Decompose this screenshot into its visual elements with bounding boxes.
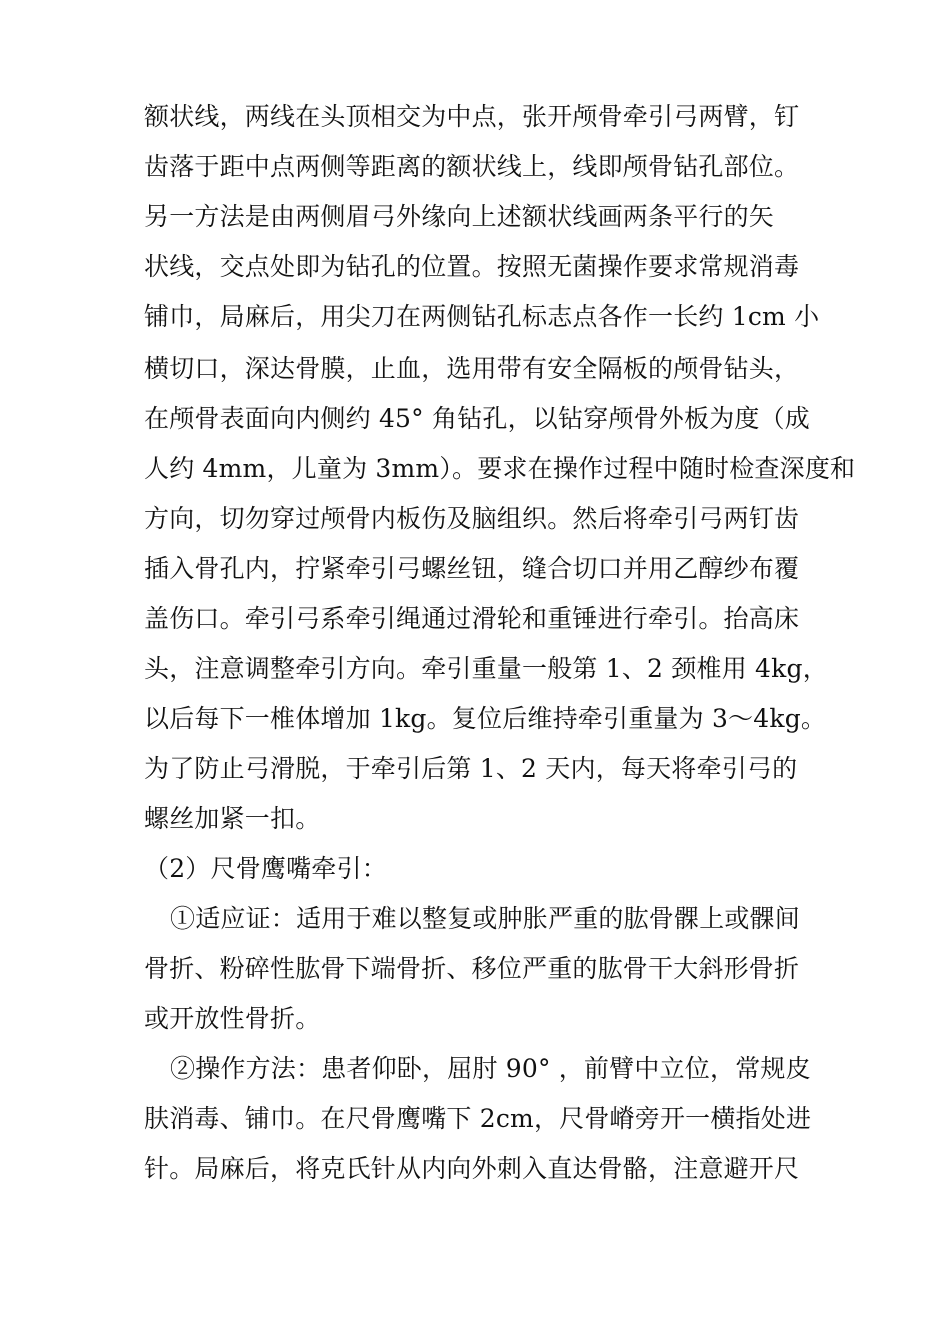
text-line: 齿落于距中点两侧等距离的额状线上，线即颅骨钻孔部位。 (144, 152, 800, 181)
text-line: 针。局麻后，将克氏针从内向外刺入直达骨骼，注意避开尺 (144, 1154, 800, 1183)
text-line: 状线，交点处即为钻孔的位置。按照无菌操作要求常规消毒 (144, 252, 800, 281)
text-line: ①适应证：适用于难以整复或肿胀严重的肱骨髁上或髁间 (170, 904, 801, 933)
text-line: 额状线，两线在头顶相交为中点，张开颅骨牵引弓两臂，钉 (144, 102, 800, 131)
text-line: 螺丝加紧一扣。 (144, 804, 321, 833)
text-line: 以后每下一椎体增加 1kg。复位后维持牵引重量为 3～4kg。 (144, 704, 827, 733)
text-line: 人约 4mm，儿童为 3mm）。要求在操作过程中随时检查深度和 (144, 454, 856, 483)
text-line: 在颅骨表面向内侧约 45° 角钻孔，以钻穿颅骨外板为度（成 (144, 404, 811, 433)
text-line: 骨折、粉碎性肱骨下端骨折、移位严重的肱骨干大斜形骨折 (144, 954, 800, 983)
text-line: 为了防止弓滑脱，于牵引后第 1、2 天内，每天将牵引弓的 (144, 754, 798, 783)
text-line: 方向，切勿穿过颅骨内板伤及脑组织。然后将牵引弓两钉齿 (144, 504, 800, 533)
text-line: 另一方法是由两侧眉弓外缘向上述额状线画两条平行的矢 (144, 202, 775, 231)
text-line: 头，注意调整牵引方向。牵引重量一般第 1、2 颈椎用 4kg， (144, 654, 828, 683)
text-line: 铺巾，局麻后，用尖刀在两侧钻孔标志点各作一长约 1cm 小 (144, 302, 820, 331)
text-line: 插入骨孔内，拧紧牵引弓螺丝钮，缝合切口并用乙醇纱布覆 (144, 554, 800, 583)
text-line: 横切口，深达骨膜，止血，选用带有安全隔板的颅骨钻头， (144, 354, 800, 383)
text-line: ②操作方法：患者仰卧，屈肘 90° ，前臂中立位，常规皮 (170, 1054, 811, 1083)
text-line: 盖伤口。牵引弓系牵引绳通过滑轮和重锤进行牵引。抬高床 (144, 604, 800, 633)
text-line: 肤消毒、铺巾。在尺骨鹰嘴下 2cm，尺骨嵴旁开一横指处进 (144, 1104, 812, 1133)
section-heading: （2）尺骨鹰嘴牵引： (144, 854, 387, 883)
text-line: 或开放性骨折。 (144, 1004, 321, 1033)
